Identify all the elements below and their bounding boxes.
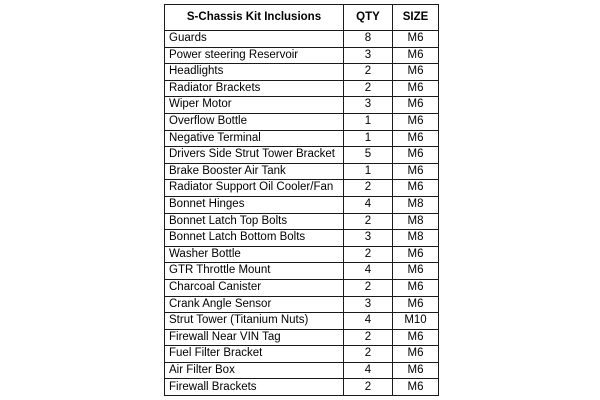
size-cell: M6 — [393, 263, 439, 280]
kit-inclusions-table — [164, 4, 439, 396]
qty-cell: 4 — [344, 196, 393, 213]
table-row — [165, 196, 439, 213]
qty-cell: 2 — [344, 213, 393, 230]
qty-cell: 4 — [344, 263, 393, 280]
qty-cell: 3 — [344, 296, 393, 313]
table-row — [165, 113, 439, 130]
size-cell: M6 — [393, 147, 439, 164]
table-row — [165, 213, 439, 230]
item-cell: Firewall Near VIN Tag — [165, 329, 344, 346]
qty-cell: 8 — [344, 31, 393, 48]
table-row — [165, 263, 439, 280]
item-cell: Guards — [165, 31, 344, 48]
size-cell: M6 — [393, 279, 439, 296]
size-cell: M6 — [393, 180, 439, 197]
size-cell: M6 — [393, 47, 439, 64]
item-cell: Strut Tower (Titanium Nuts) — [165, 313, 344, 330]
qty-cell: 2 — [344, 346, 393, 363]
table-row — [165, 97, 439, 114]
qty-cell: 3 — [344, 97, 393, 114]
table-row — [165, 362, 439, 379]
table-row — [165, 163, 439, 180]
table-row — [165, 313, 439, 330]
table-row — [165, 47, 439, 64]
size-cell: M6 — [393, 64, 439, 81]
item-cell: Radiator Brackets — [165, 80, 344, 97]
qty-cell: 2 — [344, 329, 393, 346]
item-cell: Crank Angle Sensor — [165, 296, 344, 313]
qty-cell: 2 — [344, 80, 393, 97]
header-qty: QTY — [344, 5, 393, 31]
size-cell: M6 — [393, 97, 439, 114]
table-row — [165, 230, 439, 247]
header-size: SIZE — [393, 5, 439, 31]
size-cell: M8 — [393, 196, 439, 213]
qty-cell: 3 — [344, 47, 393, 64]
qty-cell: 4 — [344, 362, 393, 379]
table-row — [165, 31, 439, 48]
size-cell: M6 — [393, 31, 439, 48]
table-row — [165, 80, 439, 97]
item-cell: Overflow Bottle — [165, 113, 344, 130]
table-row — [165, 346, 439, 363]
item-cell: Bonnet Latch Top Bolts — [165, 213, 344, 230]
item-cell: Radiator Support Oil Cooler/Fan — [165, 180, 344, 197]
item-cell: GTR Throttle Mount — [165, 263, 344, 280]
qty-cell: 2 — [344, 246, 393, 263]
size-cell: M6 — [393, 130, 439, 147]
table-row — [165, 279, 439, 296]
table-row — [165, 147, 439, 164]
size-cell: M6 — [393, 296, 439, 313]
size-cell: M8 — [393, 213, 439, 230]
qty-cell: 1 — [344, 163, 393, 180]
size-cell: M6 — [393, 346, 439, 363]
size-cell: M6 — [393, 362, 439, 379]
table-row — [165, 296, 439, 313]
qty-cell: 2 — [344, 64, 393, 81]
item-cell: Wiper Motor — [165, 97, 344, 114]
item-cell: Power steering Reservoir — [165, 47, 344, 64]
table-row — [165, 329, 439, 346]
size-cell: M6 — [393, 113, 439, 130]
size-cell: M6 — [393, 329, 439, 346]
size-cell: M8 — [393, 230, 439, 247]
qty-cell: 1 — [344, 113, 393, 130]
table-row — [165, 379, 439, 396]
table-row — [165, 180, 439, 197]
qty-cell: 5 — [344, 147, 393, 164]
item-cell: Firewall Brackets — [165, 379, 344, 396]
header-row — [165, 5, 439, 31]
qty-cell: 1 — [344, 130, 393, 147]
item-cell: Headlights — [165, 64, 344, 81]
size-cell: M6 — [393, 80, 439, 97]
table-row — [165, 246, 439, 263]
qty-cell: 3 — [344, 230, 393, 247]
size-cell: M6 — [393, 163, 439, 180]
table-row — [165, 130, 439, 147]
table-row — [165, 64, 439, 81]
qty-cell: 4 — [344, 313, 393, 330]
qty-cell: 2 — [344, 279, 393, 296]
qty-cell: 2 — [344, 379, 393, 396]
size-cell: M6 — [393, 379, 439, 396]
header-item: S-Chassis Kit Inclusions — [165, 5, 344, 31]
item-cell: Drivers Side Strut Tower Bracket — [165, 147, 344, 164]
item-cell: Charcoal Canister — [165, 279, 344, 296]
item-cell: Negative Terminal — [165, 130, 344, 147]
item-cell: Washer Bottle — [165, 246, 344, 263]
item-cell: Fuel Filter Bracket — [165, 346, 344, 363]
item-cell: Bonnet Hinges — [165, 196, 344, 213]
size-cell: M6 — [393, 246, 439, 263]
item-cell: Air Filter Box — [165, 362, 344, 379]
qty-cell: 2 — [344, 180, 393, 197]
size-cell: M10 — [393, 313, 439, 330]
item-cell: Brake Booster Air Tank — [165, 163, 344, 180]
item-cell: Bonnet Latch Bottom Bolts — [165, 230, 344, 247]
table-body — [165, 31, 439, 396]
